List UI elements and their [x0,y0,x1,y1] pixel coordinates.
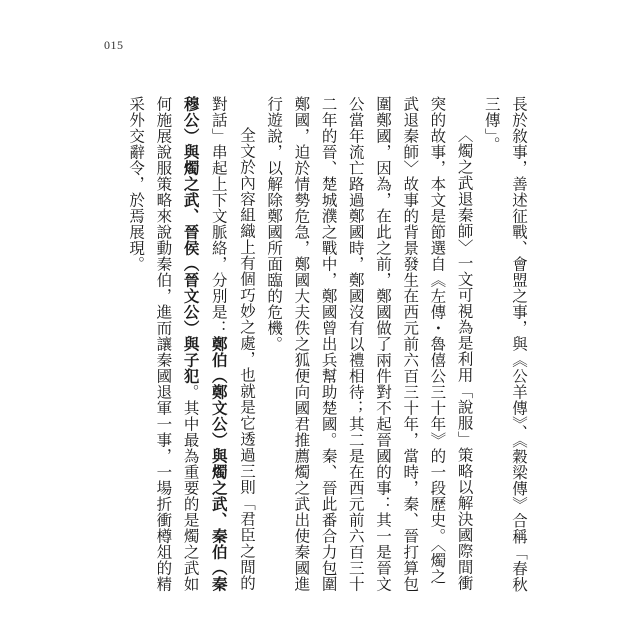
vertical-text-block [122,96,532,596]
paragraph-2 [260,96,478,596]
paragraph-2-text: 〈燭之武退秦師〉一文可視為是利用「說服」策略以解決國際間衝突的故事，本文是節選自《左傳・魯僖公三十年》的一段歷史。〈燭之武退秦師〉故事的背景發生在西元前六百三十年，當時，秦、晉打算包圍鄭國，因為，在此之前，鄭國做了兩件對不起晉國的事：其一是晉文公當年流亡路過鄭國時，鄭國沒有以禮相待；其二是在西元前六百三十二年的晉、楚城濮之戰中，鄭國曾出兵幫助楚國。秦、晉此番合力包圍鄭國，迫於情勢危急，鄭國大夫佚之狐便向國君推薦燭之武出使秦國進行遊說，以解除鄭國所面臨的危機。 [265,96,474,592]
paragraph-3 [122,96,260,596]
paragraph-1 [478,96,532,596]
paragraph-3-bold-dialogue-list: 鄭伯（鄭文公）與燭之武、秦伯（秦穆公）與燭之武、晉侯（晉文公）與子犯 [181,96,229,592]
paragraph-1-text: 長於敘事，善述征戰、會盟之事，與《公羊傳》、《穀梁傳》合稱「春秋三傳」。 [482,96,528,593]
paragraph-3-text-a: 全文於內容組織上有個巧妙之處，也就是它透過三則「君臣之間的對話」串起上下文脈絡，分別是： [209,96,256,591]
page-number: 015 [104,38,124,52]
paragraph-3-text-b: 。其中最為重要的是燭之武如何施展說服策略來說動秦伯，進而讓秦國退軍一事，一場折衝樽俎的精采外交辭令，於焉展現。 [127,96,200,592]
